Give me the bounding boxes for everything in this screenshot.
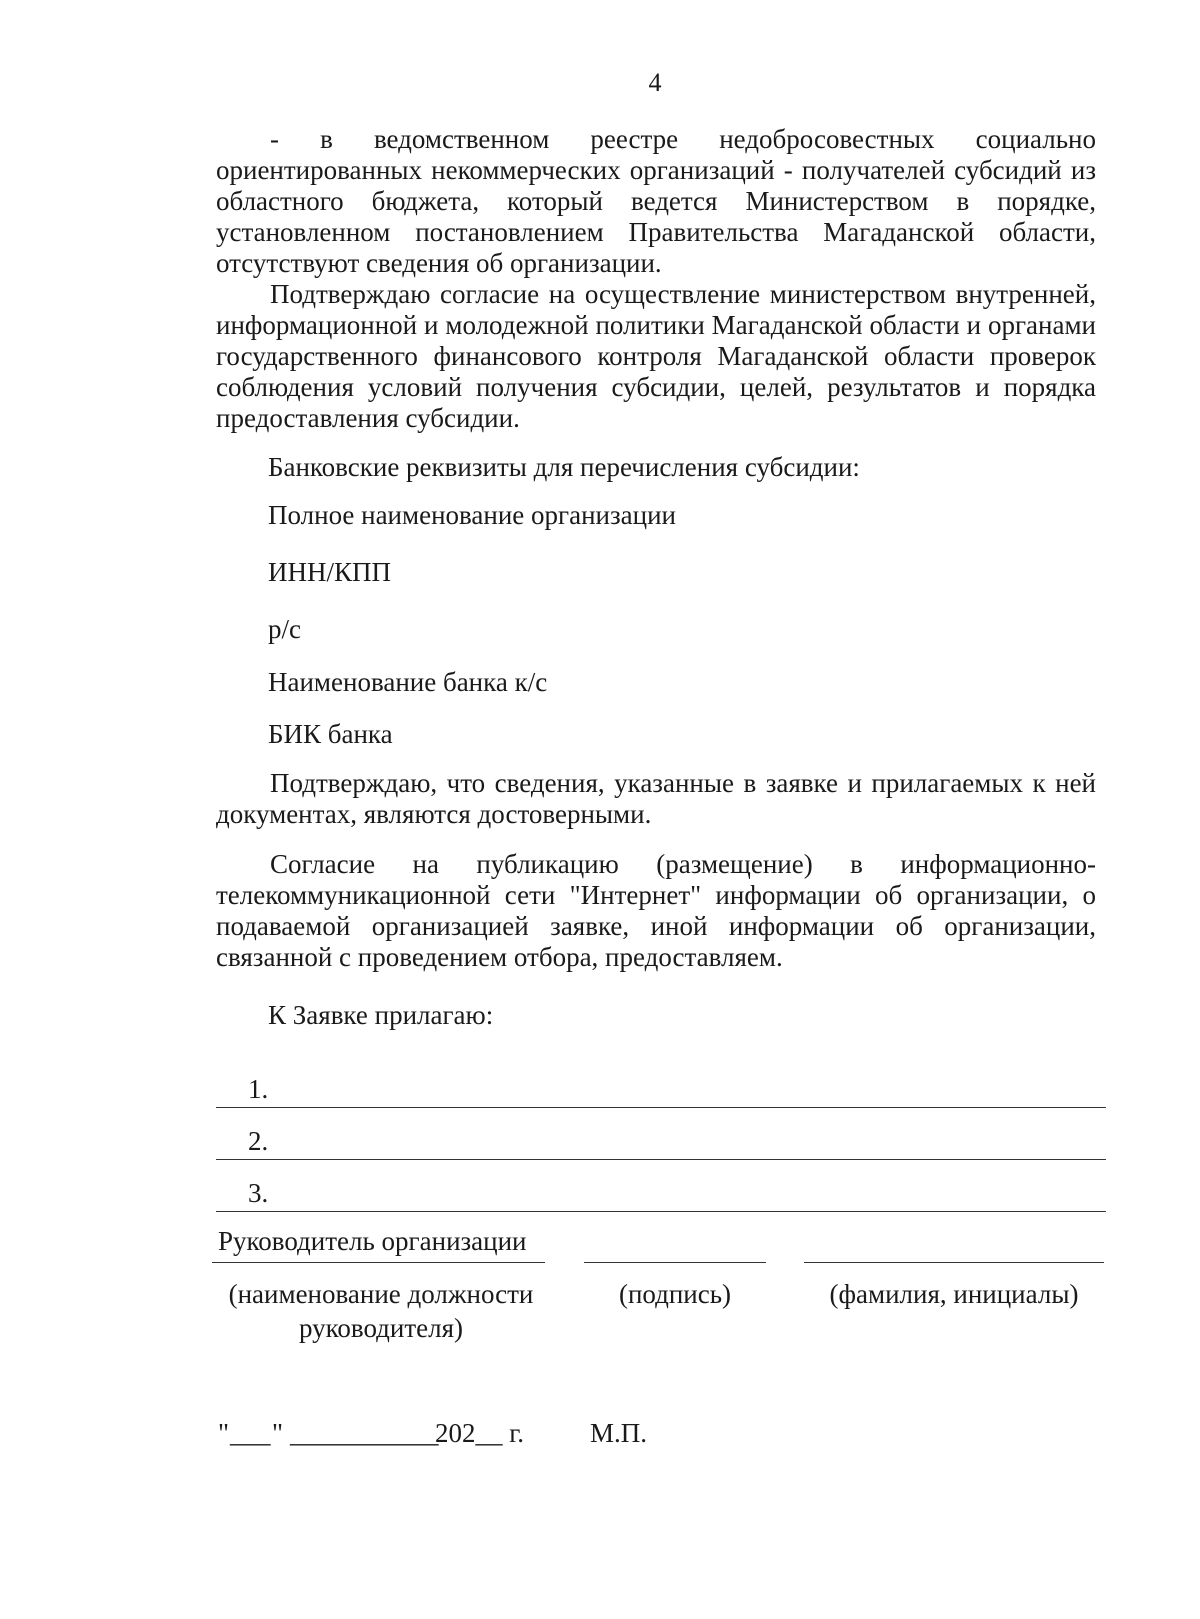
- date-year: 202__ г.: [435, 1418, 525, 1448]
- date-day-blank: ___: [230, 1418, 271, 1448]
- bank-inn-kpp-label: ИНН/КПП: [268, 557, 392, 587]
- consent-paragraph: [216, 279, 1096, 434]
- consent-paragraph-text: Подтверждаю согласие на осуществление министерством внутренней, информационной и молодежной политики Магаданской области и органами государственного финансового контроля Магаданской области проверок соблюдения условий получения субсидии, целей, результатов и порядка предоставления субсидии.: [216, 279, 1096, 433]
- signature-caption: (подпись): [618, 1279, 732, 1309]
- attachment-item-line: [216, 1211, 1106, 1212]
- attachment-item: [216, 1074, 1106, 1108]
- bank-details-heading: Банковские реквизиты для перечисления субсидии:: [268, 452, 860, 482]
- attachment-item-line: [216, 1107, 1106, 1108]
- attachment-item: [216, 1178, 1106, 1212]
- position-line: [212, 1262, 545, 1263]
- publication-consent-paragraph-text: Согласие на публикацию (размещение) в информационно-телекоммуникационной сети "Интернет" информации об организации, о подаваемой организацией заявке, иной информации об организации, связанной с проведением отбора, предоставляем.: [216, 849, 1096, 972]
- date-open-quote: ": [218, 1418, 230, 1448]
- attachment-item-line: [216, 1159, 1106, 1160]
- bank-name-label: Наименование банка к/с: [268, 667, 548, 697]
- accuracy-paragraph: [216, 768, 1096, 830]
- name-caption: (фамилия, инициалы): [829, 1279, 1079, 1309]
- position-caption: (наименование должности руководителя): [228, 1279, 534, 1343]
- attachment-item-number: 3.: [248, 1178, 269, 1208]
- attachment-item-number: 2.: [248, 1126, 269, 1156]
- attachment-item: [216, 1126, 1106, 1160]
- registry-paragraph-text: - в ведомственном реестре недобросовестных социально ориентированных некоммерческих организаций - получателей субсидий из областного бюджета, который ведется Министерством в порядке, установленном постановлением Правительства Магаданской области, отсутствуют сведения об организации.: [216, 124, 1096, 278]
- name-line: [804, 1262, 1104, 1263]
- stamp-placeholder: М.П.: [590, 1418, 648, 1448]
- bank-account-label: р/с: [268, 614, 301, 644]
- bank-bik-label: БИК банка: [268, 719, 393, 749]
- accuracy-paragraph-text: Подтверждаю, что сведения, указанные в заявке и прилагаемых к ней документах, являются достоверными.: [216, 768, 1096, 829]
- page-number: 4: [648, 68, 662, 97]
- signature-line: [584, 1262, 766, 1263]
- attachment-item-number: 1.: [248, 1074, 269, 1104]
- bank-full-name-label: Полное наименование организации: [268, 500, 676, 530]
- publication-consent-paragraph: [216, 849, 1096, 973]
- date-month-blank: ___________: [290, 1418, 439, 1448]
- date-close-quote: ": [272, 1418, 284, 1448]
- head-of-organization-label: Руководитель организации: [218, 1226, 527, 1256]
- attachments-heading: К Заявке прилагаю:: [268, 1000, 494, 1030]
- registry-paragraph: [216, 124, 1096, 279]
